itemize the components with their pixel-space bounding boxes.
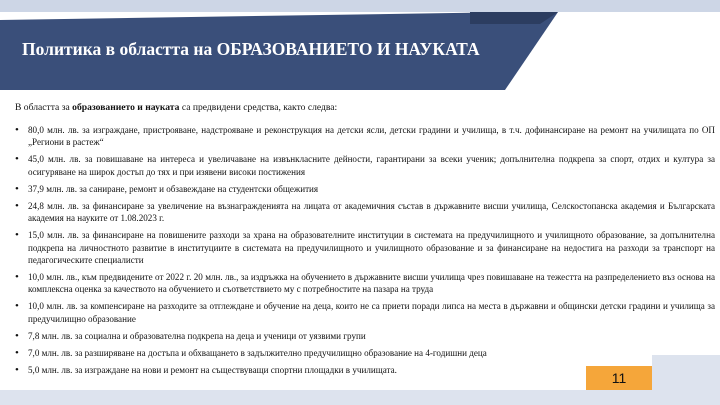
bottom-decoration [0, 390, 720, 405]
list-item: • 37,9 млн. лв. за саниране, ремонт и обзавеждане на студентски общежития [15, 183, 715, 195]
page-number: 11 [586, 366, 652, 390]
list-item: • 45,0 млн. лв. за повишаване на интереса и увеличаване на извънкласните дейности, гарантирани за всеки ученик; допълнителна подкрепа за спорт, отдих и култура за осигуряване на широк достъп до тях и при изявени високи постижения [15, 153, 715, 177]
list-item: • 15,0 млн. лв. за финансиране на повишените разходи за храна на образователните институции в системата на предучилищното и училищното образование, за допълнителна подкрепа на личностното развитие в институциите в системата на предучилищното и училищното образование и за финансиране на недостига на разходи за транспорт на педагогическите специалисти [15, 229, 715, 266]
page-title: Политика в областта на ОБРАЗОВАНИЕТО И НАУКАТА [22, 39, 480, 59]
intro-bold: образованието и науката [72, 102, 180, 113]
list-item: • 10,0 млн. лв. за компенсиране на разходите за отглеждане и обучение на деца, които не са приети поради липса на места в държавни и общински детски градини и училища за предучилищно образование [15, 300, 715, 324]
list-item: • 10,0 млн. лв., към предвидените от 2022 г. 20 млн. лв., за издръжка на обучението в държавните висши училища чрез повишаване на тежестта на разпределението въз основа на комплексна оценка за качеството на обучението и съответствието му с потребностите на пазара на труда [15, 271, 715, 295]
intro-suffix: са предвидени средства, както следва: [179, 102, 338, 113]
title-banner [0, 12, 560, 90]
intro-text [15, 102, 715, 113]
list-item: • 80,0 млн. лв. за изграждане, пристрояване, надстрояване и реконструкция на детски ясли, детски градини и училища, в т.ч. дофинансиране на ремонт на училищата по ОП „Региони в растеж“ [15, 124, 715, 148]
top-decoration [0, 0, 720, 12]
intro-prefix: В областта за [15, 102, 73, 113]
list-item: • 24,8 млн. лв. за финансиране за увеличение на възнагражденията на лицата от академичния състав в държавните висши училища, Селскостопанска академия и Българската академия на науките от 1.08.2023 г. [15, 200, 715, 224]
bullet-list [15, 124, 715, 381]
list-item: • 7,0 млн. лв. за разширяване на достъпа и обхващането в задължително предучилищно образование на 4-годишни деца [15, 347, 715, 359]
list-item: • 5,0 млн. лв. за изграждане на нови и ремонт на съществуващи спортни площадки в училищата. [15, 364, 715, 376]
list-item: • 7,8 млн. лв. за социална и образователна подкрепа на деца и ученици от уязвими групи [15, 330, 715, 342]
